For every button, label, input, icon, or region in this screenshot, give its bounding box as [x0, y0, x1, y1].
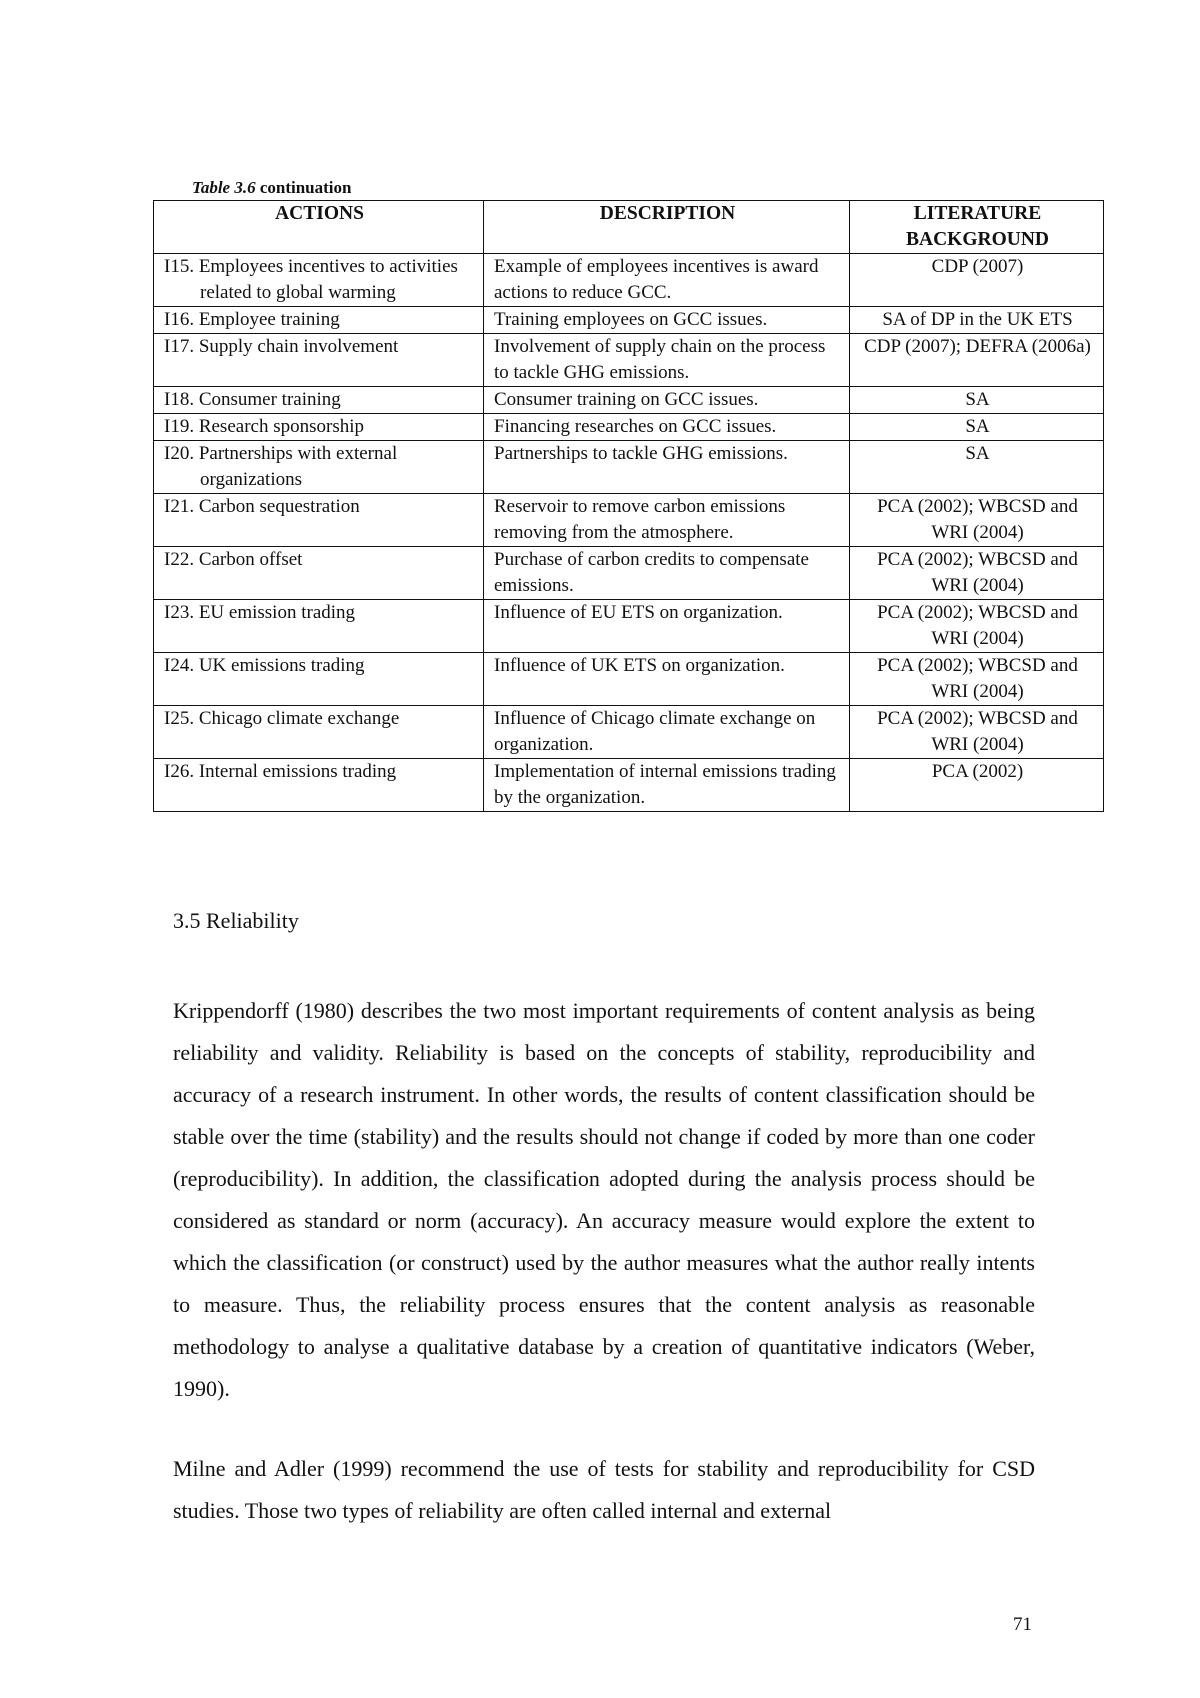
body-paragraph: Krippendorff (1980) describes the two most important requirements of content analysis as being reliability and validity. Reliability is based on the concepts of stability, reproducibility and accuracy of a research instrument. In other words, the results of content classification should be stable over the time (stability) and the results should not change if coded by more than one coder (reproducibility). In addition, the classification adopted during the analysis process should be considered as standard or norm (accuracy). An accuracy measure would explore the extent to which the classification (or construct) used by the author measures what the author really intents to measure. Thus, the reliability process ensures that the content analysis as reasonable methodology to analyse a qualitative database by a creation of quantitative indicators (Weber, 1990).: [173, 998, 1035, 1401]
literature-cell: CDP (2007); DEFRA (2006a): [850, 334, 1104, 387]
literature-cell: SA: [850, 387, 1104, 414]
action-cell: I18. Consumer training: [154, 387, 484, 414]
action-cell: I26. Internal emissions trading: [154, 759, 484, 812]
table-row: [154, 307, 1104, 334]
table-row: [154, 334, 1104, 387]
table-row: [154, 759, 1104, 812]
description-cell: Consumer training on GCC issues.: [484, 387, 850, 414]
table-row: [154, 254, 1104, 307]
action-cell: I22. Carbon offset: [154, 547, 484, 600]
body-paragraph: Milne and Adler (1999) recommend the use of tests for stability and reproducibility for CSD studies. Those two types of reliability are often called internal and external: [173, 1456, 1035, 1523]
header-description: DESCRIPTION: [484, 201, 850, 254]
literature-cell: SA: [850, 414, 1104, 441]
action-cell: I23. EU emission trading: [154, 600, 484, 653]
action-cell: I19. Research sponsorship: [154, 414, 484, 441]
table-header-row: [154, 201, 1104, 254]
table-row: [154, 494, 1104, 547]
action-cell: I24. UK emissions trading: [154, 653, 484, 706]
description-cell: Training employees on GCC issues.: [484, 307, 850, 334]
description-cell: Influence of Chicago climate exchange on organization.: [484, 706, 850, 759]
table-row: [154, 387, 1104, 414]
literature-cell: PCA (2002); WBCSD and WRI (2004): [850, 653, 1104, 706]
description-cell: Financing researches on GCC issues.: [484, 414, 850, 441]
action-cell: I15. Employees incentives to activities related to global warming: [154, 254, 484, 307]
page-number: 71: [1013, 1614, 1032, 1635]
section-heading: 3.5 Reliability: [173, 908, 299, 933]
actions-table: [153, 200, 1104, 812]
table-row: [154, 706, 1104, 759]
table-row: [154, 414, 1104, 441]
table-row: [154, 653, 1104, 706]
description-cell: Reservoir to remove carbon emissions removing from the atmosphere.: [484, 494, 850, 547]
description-cell: Purchase of carbon credits to compensate emissions.: [484, 547, 850, 600]
table-caption-label: Table 3.6: [192, 178, 256, 197]
description-cell: Example of employees incentives is award actions to reduce GCC.: [484, 254, 850, 307]
description-cell: Implementation of internal emissions trading by the organization.: [484, 759, 850, 812]
action-cell: I21. Carbon sequestration: [154, 494, 484, 547]
literature-cell: PCA (2002); WBCSD and WRI (2004): [850, 706, 1104, 759]
literature-cell: PCA (2002); WBCSD and WRI (2004): [850, 494, 1104, 547]
description-cell: Influence of EU ETS on organization.: [484, 600, 850, 653]
action-cell: I16. Employee training: [154, 307, 484, 334]
literature-cell: PCA (2002): [850, 759, 1104, 812]
table-caption: [192, 178, 351, 198]
action-cell: I25. Chicago climate exchange: [154, 706, 484, 759]
header-literature-background: LITERATURE BACKGROUND: [850, 201, 1104, 254]
description-cell: Involvement of supply chain on the process to tackle GHG emissions.: [484, 334, 850, 387]
action-cell: I20. Partnerships with external organizations: [154, 441, 484, 494]
literature-cell: SA of DP in the UK ETS: [850, 307, 1104, 334]
literature-cell: PCA (2002); WBCSD and WRI (2004): [850, 547, 1104, 600]
table-caption-suffix: continuation: [255, 178, 352, 197]
description-cell: Partnerships to tackle GHG emissions.: [484, 441, 850, 494]
table-row: [154, 441, 1104, 494]
literature-cell: PCA (2002); WBCSD and WRI (2004): [850, 600, 1104, 653]
header-actions: ACTIONS: [154, 201, 484, 254]
table-row: [154, 547, 1104, 600]
description-cell: Influence of UK ETS on organization.: [484, 653, 850, 706]
literature-cell: CDP (2007): [850, 254, 1104, 307]
action-cell: I17. Supply chain involvement: [154, 334, 484, 387]
table-row: [154, 600, 1104, 653]
literature-cell: SA: [850, 441, 1104, 494]
